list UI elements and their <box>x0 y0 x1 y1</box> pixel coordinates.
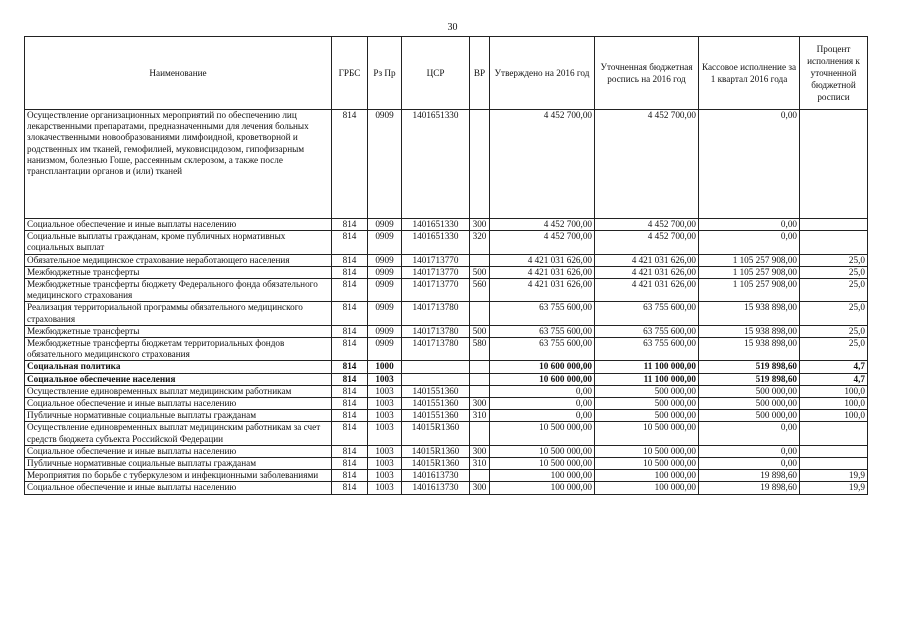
row-cash-cell: 1 105 257 908,00 <box>699 279 800 302</box>
table-row <box>25 482 868 494</box>
table-row <box>25 302 868 325</box>
row-csr-cell: 1401713770 <box>402 279 470 302</box>
row-csr-cell: 1401551360 <box>402 398 470 410</box>
row-approved-cell: 10 600 000,00 <box>490 373 595 385</box>
row-rzpr-cell: 1003 <box>368 470 402 482</box>
row-grbs-cell: 814 <box>332 110 368 219</box>
row-approved-cell: 10 500 000,00 <box>490 422 595 445</box>
row-vr-cell: 310 <box>470 458 490 470</box>
row-vr-cell: 580 <box>470 338 490 361</box>
table-row <box>25 254 868 266</box>
row-cash-cell: 1 105 257 908,00 <box>699 254 800 266</box>
row-name-cell: Осуществление организационных мероприятий по обеспечению лиц лекарственными препаратами, предназначенными для лечения больных злокачественными новообразованиями лимфоидной, кроветворной и родственных им тканей, гемофилией, муковисцидозом, гипофизарным нанизмом, болезнью Гоше, рассеянным склерозом, а также после трансплантации органов и (или) тканей <box>25 110 332 219</box>
row-name-cell: Социальное обеспечение и иные выплаты населению <box>25 445 332 457</box>
page-number: 30 <box>447 22 458 33</box>
row-refined-cell: 500 000,00 <box>595 385 699 397</box>
row-cash-cell: 519 898,60 <box>699 373 800 385</box>
row-approved-cell: 0,00 <box>490 410 595 422</box>
row-name-cell: Реализация территориальной программы обязательного медицинского страхования <box>25 302 332 325</box>
table-row <box>25 325 868 337</box>
row-cash-cell: 0,00 <box>699 231 800 254</box>
row-rzpr-cell: 0909 <box>368 231 402 254</box>
row-grbs-cell: 814 <box>332 338 368 361</box>
row-refined-cell: 11 100 000,00 <box>595 361 699 373</box>
row-percent-cell: 25,0 <box>800 279 868 302</box>
row-vr-cell: 320 <box>470 231 490 254</box>
row-approved-cell: 63 755 600,00 <box>490 338 595 361</box>
row-csr-cell: 1401651330 <box>402 231 470 254</box>
row-cash-cell: 1 105 257 908,00 <box>699 266 800 278</box>
row-approved-cell: 10 600 000,00 <box>490 361 595 373</box>
row-name-cell: Публичные нормативные социальные выплаты гражданам <box>25 410 332 422</box>
row-vr-cell: 500 <box>470 266 490 278</box>
row-grbs-cell: 814 <box>332 470 368 482</box>
row-csr-cell: 1401713770 <box>402 266 470 278</box>
table-row <box>25 410 868 422</box>
row-vr-cell: 560 <box>470 279 490 302</box>
row-percent-cell <box>800 422 868 445</box>
header-vr: ВР <box>470 37 490 110</box>
row-rzpr-cell: 1003 <box>368 385 402 397</box>
row-name-cell: Межбюджетные трансферты <box>25 325 332 337</box>
table-row <box>25 361 868 373</box>
row-csr-cell <box>402 373 470 385</box>
row-vr-cell: 300 <box>470 445 490 457</box>
table-row <box>25 231 868 254</box>
row-cash-cell: 0,00 <box>699 445 800 457</box>
row-percent-cell <box>800 445 868 457</box>
row-refined-cell: 100 000,00 <box>595 482 699 494</box>
row-rzpr-cell: 1003 <box>368 445 402 457</box>
row-name-cell: Межбюджетные трансферты бюджету Федерального фонда обязательного медицинского страхования <box>25 279 332 302</box>
row-name-cell: Социальное обеспечение населения <box>25 373 332 385</box>
row-approved-cell: 0,00 <box>490 398 595 410</box>
row-percent-cell: 4,7 <box>800 361 868 373</box>
table-row <box>25 398 868 410</box>
row-percent-cell <box>800 219 868 231</box>
row-grbs-cell: 814 <box>332 385 368 397</box>
row-vr-cell <box>470 373 490 385</box>
row-vr-cell <box>470 470 490 482</box>
row-approved-cell: 4 452 700,00 <box>490 231 595 254</box>
row-percent-cell: 19,9 <box>800 470 868 482</box>
row-approved-cell: 4 421 031 626,00 <box>490 254 595 266</box>
row-rzpr-cell: 0909 <box>368 266 402 278</box>
header-approved: Утверждено на 2016 год <box>490 37 595 110</box>
row-percent-cell: 4,7 <box>800 373 868 385</box>
row-cash-cell: 0,00 <box>699 110 800 219</box>
row-csr-cell <box>402 361 470 373</box>
row-vr-cell: 310 <box>470 410 490 422</box>
row-name-cell: Социальные выплаты гражданам, кроме публичных нормативных социальных выплат <box>25 231 332 254</box>
row-percent-cell: 19,9 <box>800 482 868 494</box>
row-cash-cell: 19 898,60 <box>699 482 800 494</box>
row-refined-cell: 4 452 700,00 <box>595 110 699 219</box>
row-name-cell: Социальная политика <box>25 361 332 373</box>
header-grbs: ГРБС <box>332 37 368 110</box>
row-grbs-cell: 814 <box>332 458 368 470</box>
row-csr-cell: 1401651330 <box>402 110 470 219</box>
table-row <box>25 445 868 457</box>
row-cash-cell: 0,00 <box>699 219 800 231</box>
row-name-cell: Обязательное медицинское страхование неработающего населения <box>25 254 332 266</box>
row-name-cell: Социальное обеспечение и иные выплаты населению <box>25 482 332 494</box>
row-approved-cell: 10 500 000,00 <box>490 458 595 470</box>
row-csr-cell: 1401713770 <box>402 254 470 266</box>
table-row <box>25 266 868 278</box>
row-name-cell: Межбюджетные трансферты бюджетам территориальных фондов обязательного медицинского страхования <box>25 338 332 361</box>
header-row <box>25 37 868 110</box>
row-refined-cell: 10 500 000,00 <box>595 422 699 445</box>
row-rzpr-cell: 0909 <box>368 110 402 219</box>
row-vr-cell <box>470 361 490 373</box>
row-name-cell: Социальное обеспечение и иные выплаты населению <box>25 219 332 231</box>
table-row <box>25 110 868 219</box>
row-refined-cell: 11 100 000,00 <box>595 373 699 385</box>
row-csr-cell: 1401713780 <box>402 325 470 337</box>
row-rzpr-cell: 0909 <box>368 338 402 361</box>
row-approved-cell: 63 755 600,00 <box>490 325 595 337</box>
table-row <box>25 338 868 361</box>
row-vr-cell <box>470 385 490 397</box>
row-csr-cell: 1401613730 <box>402 482 470 494</box>
row-csr-cell: 14015R1360 <box>402 458 470 470</box>
header-refined: Уточненная бюджетная роспись на 2016 год <box>595 37 699 110</box>
row-grbs-cell: 814 <box>332 302 368 325</box>
header-percent: Процент исполнения к уточненной бюджетной росписи <box>800 37 868 110</box>
row-percent-cell: 25,0 <box>800 302 868 325</box>
row-csr-cell: 1401713780 <box>402 302 470 325</box>
row-vr-cell <box>470 110 490 219</box>
row-grbs-cell: 814 <box>332 219 368 231</box>
row-approved-cell: 100 000,00 <box>490 470 595 482</box>
row-rzpr-cell: 0909 <box>368 279 402 302</box>
row-cash-cell: 19 898,60 <box>699 470 800 482</box>
row-grbs-cell: 814 <box>332 361 368 373</box>
row-grbs-cell: 814 <box>332 231 368 254</box>
table-row <box>25 279 868 302</box>
row-approved-cell: 100 000,00 <box>490 482 595 494</box>
row-csr-cell: 1401713780 <box>402 338 470 361</box>
row-cash-cell: 15 938 898,00 <box>699 302 800 325</box>
table-row <box>25 470 868 482</box>
row-refined-cell: 63 755 600,00 <box>595 338 699 361</box>
row-percent-cell: 25,0 <box>800 266 868 278</box>
row-percent-cell: 25,0 <box>800 254 868 266</box>
row-cash-cell: 0,00 <box>699 422 800 445</box>
row-approved-cell: 63 755 600,00 <box>490 302 595 325</box>
row-grbs-cell: 814 <box>332 254 368 266</box>
row-refined-cell: 10 500 000,00 <box>595 445 699 457</box>
row-csr-cell: 1401551360 <box>402 385 470 397</box>
row-rzpr-cell: 1003 <box>368 398 402 410</box>
header-name: Наименование <box>25 37 332 110</box>
row-cash-cell: 15 938 898,00 <box>699 325 800 337</box>
row-name-cell: Мероприятия по борьбе с туберкулезом и инфекционными заболеваниями <box>25 470 332 482</box>
budget-table <box>24 36 868 495</box>
row-vr-cell <box>470 302 490 325</box>
row-percent-cell: 25,0 <box>800 338 868 361</box>
table-row <box>25 373 868 385</box>
row-name-cell: Публичные нормативные социальные выплаты гражданам <box>25 458 332 470</box>
row-grbs-cell: 814 <box>332 445 368 457</box>
table-row <box>25 458 868 470</box>
row-percent-cell: 100,0 <box>800 398 868 410</box>
row-grbs-cell: 814 <box>332 266 368 278</box>
row-grbs-cell: 814 <box>332 325 368 337</box>
row-cash-cell: 0,00 <box>699 458 800 470</box>
row-approved-cell: 4 421 031 626,00 <box>490 266 595 278</box>
row-name-cell: Осуществление единовременных выплат медицинским работникам <box>25 385 332 397</box>
row-refined-cell: 4 452 700,00 <box>595 231 699 254</box>
header-csr: ЦСР <box>402 37 470 110</box>
row-cash-cell: 519 898,60 <box>699 361 800 373</box>
row-refined-cell: 500 000,00 <box>595 410 699 422</box>
row-refined-cell: 4 452 700,00 <box>595 219 699 231</box>
header-cash: Кассовое исполнение за 1 квартал 2016 года <box>699 37 800 110</box>
row-rzpr-cell: 0909 <box>368 302 402 325</box>
header-rzpr: Рз Пр <box>368 37 402 110</box>
row-name-cell: Осуществление единовременных выплат медицинским работникам за счет средств бюджета субъекта Российской Федерации <box>25 422 332 445</box>
row-csr-cell: 14015R1360 <box>402 422 470 445</box>
row-approved-cell: 10 500 000,00 <box>490 445 595 457</box>
row-percent-cell <box>800 231 868 254</box>
row-vr-cell: 300 <box>470 482 490 494</box>
row-name-cell: Социальное обеспечение и иные выплаты населению <box>25 398 332 410</box>
table-row <box>25 422 868 445</box>
row-cash-cell: 500 000,00 <box>699 385 800 397</box>
row-grbs-cell: 814 <box>332 482 368 494</box>
row-rzpr-cell: 0909 <box>368 325 402 337</box>
row-rzpr-cell: 0909 <box>368 254 402 266</box>
row-vr-cell: 300 <box>470 219 490 231</box>
row-csr-cell: 1401551360 <box>402 410 470 422</box>
row-csr-cell: 14015R1360 <box>402 445 470 457</box>
row-refined-cell: 100 000,00 <box>595 470 699 482</box>
row-percent-cell: 100,0 <box>800 385 868 397</box>
row-cash-cell: 500 000,00 <box>699 410 800 422</box>
row-cash-cell: 15 938 898,00 <box>699 338 800 361</box>
row-percent-cell <box>800 110 868 219</box>
row-refined-cell: 500 000,00 <box>595 398 699 410</box>
row-rzpr-cell: 1003 <box>368 482 402 494</box>
row-refined-cell: 63 755 600,00 <box>595 302 699 325</box>
row-approved-cell: 4 452 700,00 <box>490 110 595 219</box>
row-grbs-cell: 814 <box>332 373 368 385</box>
row-refined-cell: 4 421 031 626,00 <box>595 279 699 302</box>
row-grbs-cell: 814 <box>332 398 368 410</box>
row-vr-cell <box>470 254 490 266</box>
row-refined-cell: 10 500 000,00 <box>595 458 699 470</box>
row-approved-cell: 4 421 031 626,00 <box>490 279 595 302</box>
row-percent-cell: 25,0 <box>800 325 868 337</box>
row-name-cell: Межбюджетные трансферты <box>25 266 332 278</box>
row-rzpr-cell: 1000 <box>368 361 402 373</box>
row-csr-cell: 1401613730 <box>402 470 470 482</box>
row-vr-cell <box>470 422 490 445</box>
row-vr-cell: 500 <box>470 325 490 337</box>
row-rzpr-cell: 1003 <box>368 373 402 385</box>
row-cash-cell: 500 000,00 <box>699 398 800 410</box>
row-rzpr-cell: 1003 <box>368 458 402 470</box>
row-refined-cell: 4 421 031 626,00 <box>595 266 699 278</box>
row-vr-cell: 300 <box>470 398 490 410</box>
table-row <box>25 385 868 397</box>
row-refined-cell: 63 755 600,00 <box>595 325 699 337</box>
row-csr-cell: 1401651330 <box>402 219 470 231</box>
row-rzpr-cell: 1003 <box>368 422 402 445</box>
row-rzpr-cell: 1003 <box>368 410 402 422</box>
table-row <box>25 219 868 231</box>
row-grbs-cell: 814 <box>332 279 368 302</box>
row-grbs-cell: 814 <box>332 422 368 445</box>
row-refined-cell: 4 421 031 626,00 <box>595 254 699 266</box>
row-grbs-cell: 814 <box>332 410 368 422</box>
row-approved-cell: 0,00 <box>490 385 595 397</box>
row-approved-cell: 4 452 700,00 <box>490 219 595 231</box>
row-rzpr-cell: 0909 <box>368 219 402 231</box>
row-percent-cell: 100,0 <box>800 410 868 422</box>
row-percent-cell <box>800 458 868 470</box>
